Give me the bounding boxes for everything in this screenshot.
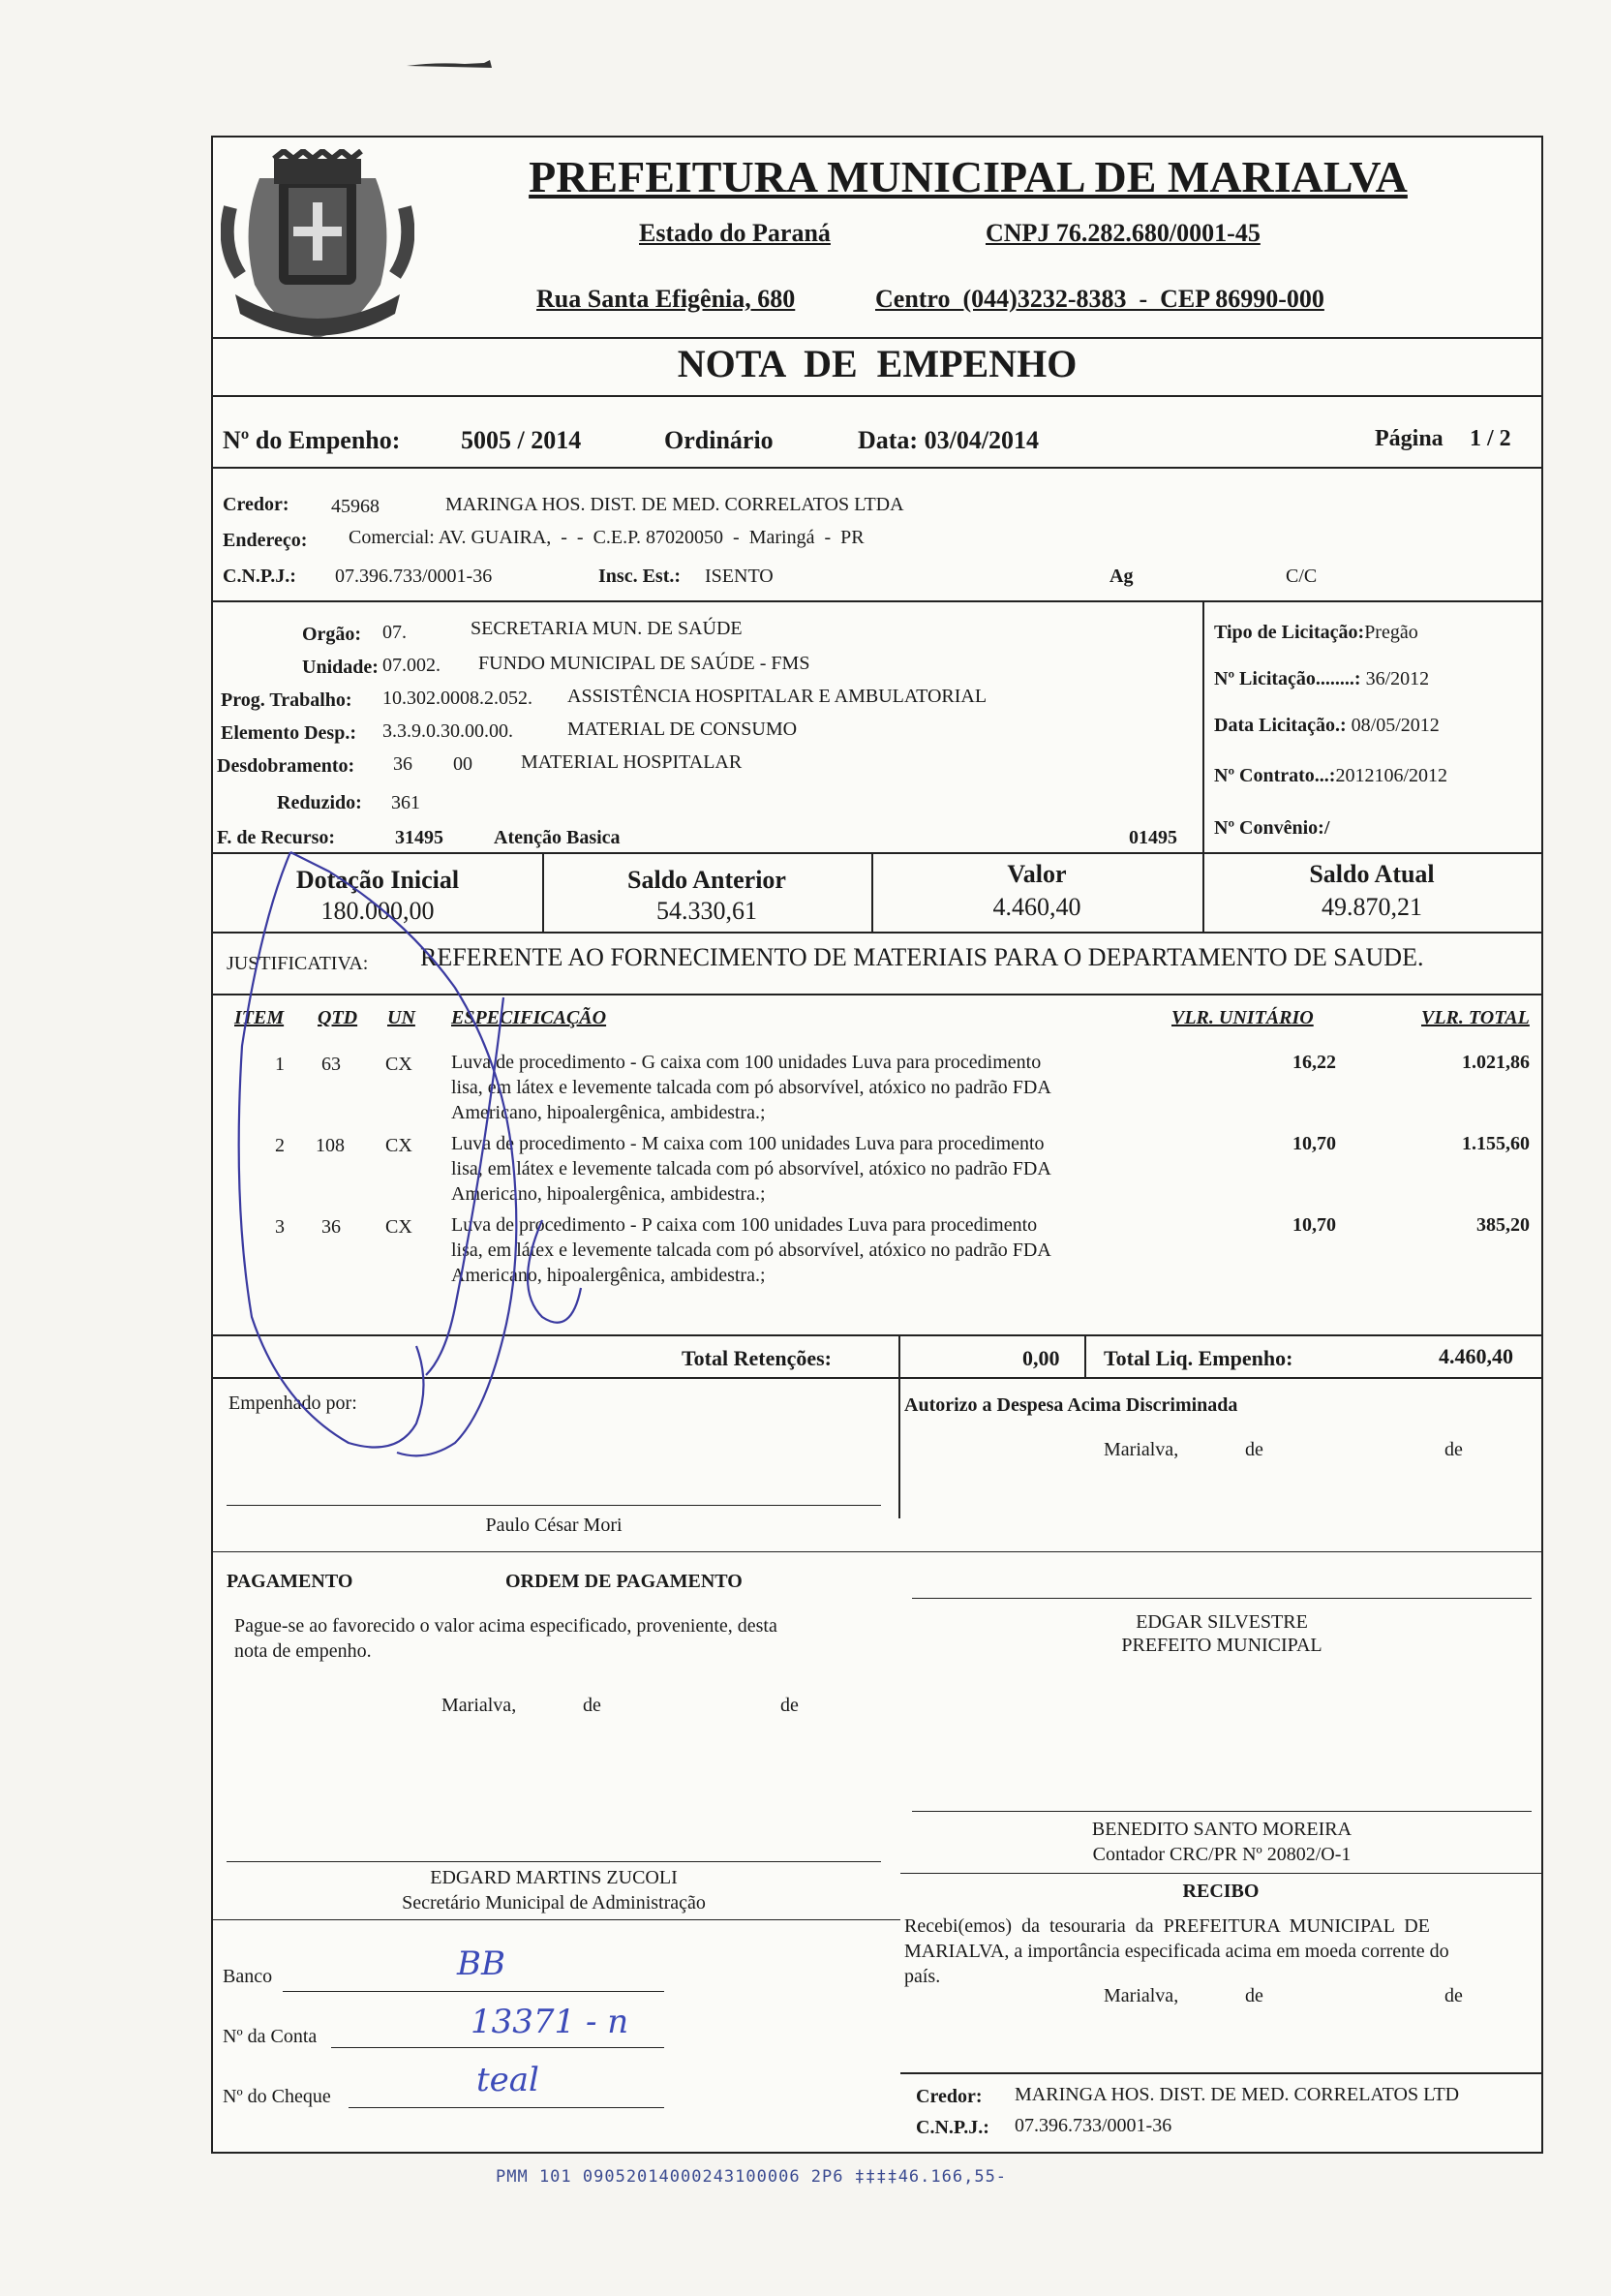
item-qtd: 108 (316, 1135, 345, 1156)
item-desc-line1: Luva de procedimento - M caixa com 100 unidades Luva para procedimento (451, 1133, 1045, 1154)
scan-mark (407, 58, 494, 72)
item-desc-line2: lisa, em látex e levemente talcada com pó absorvível, atóxico no padrão FDA (451, 1240, 1051, 1261)
empenho-type: Ordinário (664, 426, 774, 454)
elemento-code: 3.3.9.0.30.00.00. (382, 720, 513, 742)
recurso-value: Atenção Basica (494, 827, 621, 848)
dotacao-value: 180.000,00 (320, 897, 435, 925)
elemento-value: MATERIAL DE CONSUMO (567, 719, 798, 740)
cheque-label: Nº do Cheque (223, 2086, 331, 2107)
item-number: 1 (275, 1054, 285, 1075)
pague-text-1: Pague-se ao favorecido o valor acima especificado, proveniente, desta (234, 1615, 777, 1637)
secretario-nome: EDGARD MARTINS ZUCOLI (430, 1867, 678, 1888)
unidade-code: 07.002. (382, 655, 441, 676)
item-desc-line3: Americano, hipoalergênica, ambidestra.; (451, 1265, 766, 1286)
empenho-number: 5005 / 2014 (461, 426, 582, 454)
licitacao-numero: Nº Licitação........: 36/2012 (1214, 668, 1430, 689)
desdob-value: MATERIAL HOSPITALAR (521, 751, 743, 773)
conta-value: 13371 - n (471, 2003, 629, 2041)
page-title: PREFEITURA MUNICIPAL DE MARIALVA (529, 152, 1408, 201)
item-desc-line3: Americano, hipoalergênica, ambidestra.; (451, 1183, 766, 1205)
saldo-atual-value: 49.870,21 (1322, 893, 1422, 921)
justificativa-label: JUSTIFICATIVA: (227, 953, 369, 974)
liq-empenho-label: Total Liq. Empenho: (1104, 1346, 1293, 1370)
credor-label: Credor: (223, 494, 289, 515)
item-total-value: 385,20 (1476, 1214, 1530, 1236)
contrato-numero: Nº Contrato...:2012106/2012 (1214, 765, 1448, 786)
item-desc-line1: Luva de procedimento - P caixa com 100 unidades Luva para procedimento (451, 1214, 1038, 1236)
item-desc-line2: lisa, em látex e levemente talcada com pó absorvível, atóxico no padrão FDA (451, 1077, 1051, 1098)
secretario-cargo: Secretário Municipal de Administração (402, 1892, 706, 1913)
recurso-code: 31495 (395, 827, 443, 848)
cnpj-footer-label: C.N.P.J.: (916, 2117, 989, 2138)
cheque-value: teal (476, 2061, 539, 2099)
prefeito-nome: EDGAR SILVESTRE (1136, 1611, 1308, 1633)
pague-text-2: nota de empenho. (234, 1640, 372, 1662)
col-qtd: QTD (318, 1007, 358, 1028)
empenho-date: Data: 03/04/2014 (858, 426, 1040, 454)
col-un: UN (387, 1007, 415, 1028)
col-especificacao: ESPECIFICAÇÃO (451, 1007, 607, 1028)
desdob-sub: 00 (453, 753, 472, 775)
state-label: Estado do Paraná (639, 219, 831, 247)
item-qtd: 63 (321, 1054, 341, 1075)
insc-label: Insc. Est.: (598, 566, 682, 587)
licitacao-data: Data Licitação.: 08/05/2012 (1214, 715, 1440, 736)
col-vlr-unitario: VLR. UNITÁRIO (1171, 1007, 1314, 1028)
unidade-value: FUNDO MUNICIPAL DE SAÚDE - FMS (478, 653, 810, 674)
item-number: 2 (275, 1135, 285, 1156)
endereco-label: Endereço: (223, 530, 308, 551)
item-un: CX (385, 1216, 412, 1238)
item-unit-value: 10,70 (1292, 1214, 1336, 1236)
item-qtd: 36 (321, 1216, 341, 1238)
empenho-label: Nº do Empenho: (223, 426, 401, 454)
pague-place: Marialva, (441, 1695, 517, 1716)
credor-name: MARINGA HOS. DIST. DE MED. CORRELATOS LTDA (445, 494, 904, 515)
cnpj-label: CNPJ 76.282.680/0001-45 (986, 219, 1261, 247)
contact-label: Centro (044)3232-8383 - CEP 86990-000 (875, 285, 1324, 313)
ag-label: Ag (1109, 566, 1134, 587)
item-unit-value: 10,70 (1292, 1133, 1336, 1154)
desdob-label: Desdobramento: (217, 755, 355, 777)
recurso-number: 01495 (1129, 827, 1177, 848)
recibo-text-3: país. (904, 1966, 941, 1987)
recurso-label: F. de Recurso: (217, 827, 336, 848)
cnpj-credor-value: 07.396.733/0001-36 (335, 566, 493, 587)
credor-code: 45968 (331, 496, 380, 517)
item-un: CX (385, 1054, 412, 1075)
unidade-label: Unidade: (302, 657, 379, 678)
conta-label: Nº da Conta (223, 2026, 318, 2047)
recibo-title: RECIBO (1182, 1881, 1260, 1902)
autorizo-de-2: de (1444, 1439, 1463, 1460)
liq-empenho-value: 4.460,40 (1439, 1344, 1513, 1368)
item-desc-line1: Luva de procedimento - G caixa com 100 unidades Luva para procedimento (451, 1052, 1042, 1073)
justificativa-text: REFERENTE AO FORNECIMENTO DE MATERIAIS PARA O DEPARTAMENTO DE SAUDE. (420, 943, 1424, 971)
recibo-text-2: MARIALVA, a importância especificada acima em moeda corrente do (904, 1941, 1449, 1962)
saldo-atual-label: Saldo Atual (1309, 860, 1435, 888)
recibo-text-1: Recebi(emos) da tesouraria da PREFEITURA MUNICIPAL DE (904, 1915, 1430, 1937)
valor-label: Valor (1007, 860, 1067, 888)
prefeito-cargo: PREFEITO MUNICIPAL (1121, 1635, 1322, 1656)
orgao-code: 07. (382, 622, 407, 643)
saldo-anterior-value: 54.330,61 (656, 897, 757, 925)
credor-footer-value: MARINGA HOS. DIST. DE MED. CORRELATOS LTD (1015, 2084, 1460, 2105)
stamp-line: PMM 101 09052014000243100006 2P6 ‡‡‡‡46.166,55- (496, 2167, 1008, 2187)
address-label: Rua Santa Efigênia, 680 (536, 285, 796, 313)
recibo-de-2: de (1444, 1985, 1463, 2006)
insc-value: ISENTO (705, 566, 774, 587)
page-number: 1 / 2 (1470, 426, 1511, 451)
licitacao-tipo-label: Tipo de Licitação:Pregão (1214, 622, 1418, 643)
convenio-label: Nº Convênio:/ (1214, 817, 1330, 839)
prog-code: 10.302.0008.2.052. (382, 688, 532, 709)
dotacao-label: Dotação Inicial (295, 866, 460, 894)
retencoes-label: Total Retenções: (682, 1346, 832, 1370)
item-total-value: 1.155,60 (1462, 1133, 1530, 1154)
item-desc-line2: lisa, em látex e levemente talcada com pó absorvível, atóxico no padrão FDA (451, 1158, 1051, 1179)
credor-footer-label: Credor: (916, 2086, 983, 2107)
item-number: 3 (275, 1216, 285, 1238)
cc-label: C/C (1286, 566, 1318, 587)
prog-label: Prog. Trabalho: (221, 689, 352, 711)
col-vlr-total: VLR. TOTAL (1421, 1007, 1530, 1028)
cnpj-credor-label: C.N.P.J.: (223, 566, 296, 587)
autorizo-label: Autorizo a Despesa Acima Discriminada (904, 1394, 1238, 1416)
recibo-de-1: de (1245, 1985, 1263, 2006)
retencoes-value: 0,00 (1022, 1346, 1060, 1370)
item-un: CX (385, 1135, 412, 1156)
empenhado-label: Empenhado por: (228, 1393, 357, 1414)
prog-value: ASSISTÊNCIA HOSPITALAR E AMBULATORIAL (567, 686, 988, 707)
saldo-anterior-label: Saldo Anterior (627, 866, 786, 894)
col-item: ITEM (234, 1007, 285, 1028)
reduzido-label: Reduzido: (277, 792, 362, 813)
item-desc-line3: Americano, hipoalergênica, ambidestra.; (451, 1102, 766, 1123)
ordem-pagamento-label: ORDEM DE PAGAMENTO (505, 1571, 743, 1592)
elemento-label: Elemento Desp.: (221, 722, 356, 744)
recibo-place: Marialva, (1104, 1985, 1179, 2006)
pagamento-label: PAGAMENTO (227, 1571, 353, 1592)
document-title: NOTA DE EMPENHO (677, 342, 1078, 385)
autorizo-de-1: de (1245, 1439, 1263, 1460)
pague-de-2: de (780, 1695, 799, 1716)
reduzido-value: 361 (391, 792, 420, 813)
empenhado-nome: Paulo César Mori (485, 1515, 623, 1536)
valor-value: 4.460,40 (992, 893, 1081, 921)
contador-nome: BENEDITO SANTO MOREIRA (1091, 1819, 1353, 1840)
item-total-value: 1.021,86 (1462, 1052, 1530, 1073)
contador-cargo: Contador CRC/PR Nº 20802/O-1 (1092, 1844, 1352, 1865)
banco-label: Banco (223, 1966, 273, 1987)
orgao-value: SECRETARIA MUN. DE SAÚDE (471, 618, 743, 639)
banco-value: BB (457, 1944, 505, 1983)
pague-de-1: de (583, 1695, 601, 1716)
item-unit-value: 16,22 (1292, 1052, 1336, 1073)
page-number-label: Página (1375, 426, 1444, 451)
coat-of-arms-icon (221, 149, 414, 343)
desdob-code: 36 (393, 753, 412, 775)
endereco-value: Comercial: AV. GUAIRA, - - C.E.P. 87020050 - Maringá - PR (349, 527, 865, 548)
cnpj-footer-value: 07.396.733/0001-36 (1015, 2115, 1172, 2136)
autorizo-place: Marialva, (1104, 1439, 1179, 1460)
nota-de-empenho-document (211, 136, 1543, 2154)
orgao-label: Orgão: (302, 624, 362, 645)
